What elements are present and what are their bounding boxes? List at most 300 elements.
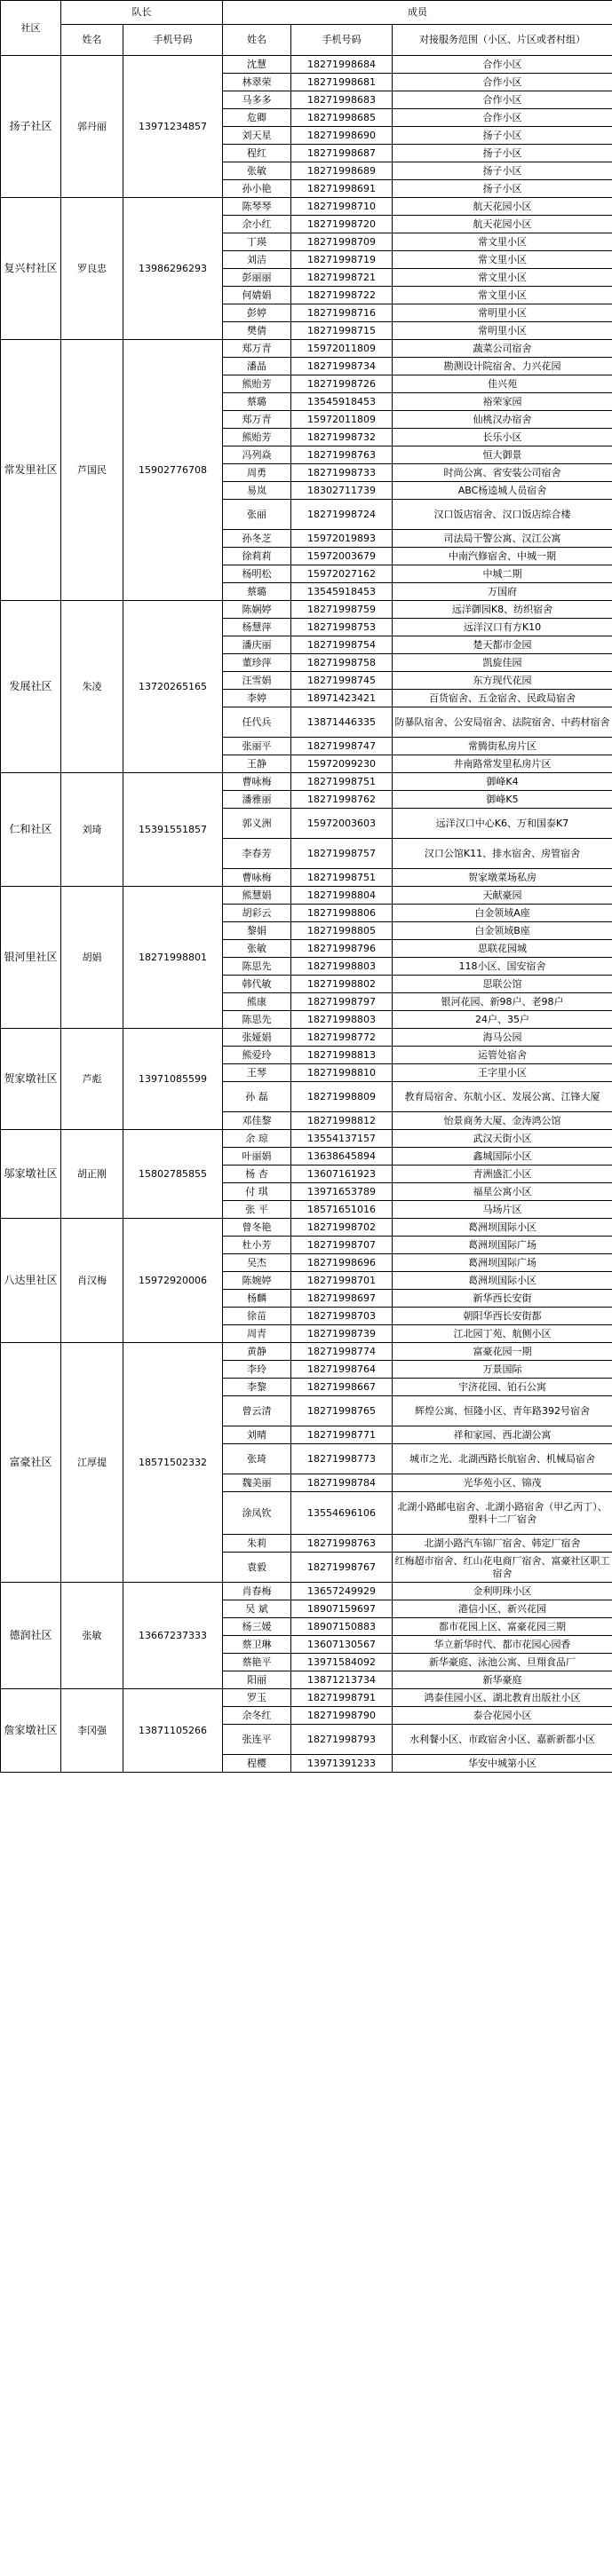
captain-name: 芦彪 [61, 1029, 123, 1130]
member-scope: ABC杨逵城人员宿舍 [393, 482, 612, 500]
community-name: 银河里社区 [1, 887, 61, 1029]
member-phone: 18971423421 [291, 690, 393, 707]
member-name: 冯列焱 [223, 446, 291, 464]
member-scope: 思联花园城 [393, 940, 612, 958]
member-phone: 18271998684 [291, 56, 393, 74]
member-name: 邓佳黎 [223, 1112, 291, 1130]
member-phone: 18271998773 [291, 1444, 393, 1474]
member-phone: 18271998753 [291, 619, 393, 636]
captain-phone: 13986296293 [123, 198, 223, 340]
member-name: 余小红 [223, 216, 291, 233]
member-phone: 13554696106 [291, 1492, 393, 1535]
member-scope: 司法局干警公寓、汉江公寓 [393, 530, 612, 548]
member-phone: 18271998797 [291, 993, 393, 1011]
member-name: 程樱 [223, 1755, 291, 1773]
member-scope: 合作小区 [393, 74, 612, 91]
member-phone: 18302711739 [291, 482, 393, 500]
member-scope: 万景国际 [393, 1361, 612, 1379]
member-phone: 18271998812 [291, 1112, 393, 1130]
member-phone: 18271998810 [291, 1064, 393, 1082]
member-name: 曾冬艳 [223, 1219, 291, 1237]
member-phone: 18271998710 [291, 198, 393, 216]
member-name: 彭婷 [223, 304, 291, 322]
member-scope: 北湖小路邮电宿舍、北湖小路宿舍（甲乙丙丁）、塑料十二厂宿舍 [393, 1492, 612, 1535]
table-row [1, 1583, 612, 1600]
member-name: 郑万青 [223, 340, 291, 358]
header-captain: 队长 [61, 1, 223, 25]
member-name: 陈婉婷 [223, 1272, 291, 1290]
captain-phone: 15802785855 [123, 1130, 223, 1219]
member-name: 涂凤钦 [223, 1492, 291, 1535]
member-phone: 15972019893 [291, 530, 393, 548]
member-scope: 白金领域B座 [393, 922, 612, 940]
member-scope: 扬子小区 [393, 127, 612, 145]
member-phone: 18271998690 [291, 127, 393, 145]
member-scope: 常明里小区 [393, 322, 612, 340]
member-name: 余 琼 [223, 1130, 291, 1148]
member-name: 陈思先 [223, 958, 291, 976]
member-scope: 长乐小区 [393, 429, 612, 446]
member-name: 孙冬芝 [223, 530, 291, 548]
member-phone: 18271998687 [291, 145, 393, 162]
captain-phone: 13871105266 [123, 1689, 223, 1773]
member-name: 李黎 [223, 1379, 291, 1396]
member-phone: 15972011809 [291, 340, 393, 358]
table-row [1, 601, 612, 619]
table-row [1, 1029, 612, 1047]
member-phone: 18271998709 [291, 233, 393, 251]
member-scope: 新华豪庭、泳池公寓、旦翔食品厂 [393, 1654, 612, 1671]
member-scope: 合作小区 [393, 91, 612, 109]
member-name: 熊贻芳 [223, 429, 291, 446]
member-scope: 武汉天街小区 [393, 1130, 612, 1148]
member-scope: 辉煌公寓、恒隆小区、青年路392号宿舍 [393, 1396, 612, 1426]
member-name: 陈琴琴 [223, 198, 291, 216]
member-name: 易岚 [223, 482, 291, 500]
member-name: 朱莉 [223, 1535, 291, 1553]
member-name: 危卿 [223, 109, 291, 127]
captain-name: 郭丹丽 [61, 56, 123, 198]
member-name: 张丽平 [223, 738, 291, 755]
member-scope: 泰合花园小区 [393, 1707, 612, 1725]
member-phone: 13607130567 [291, 1636, 393, 1654]
member-scope: 思联公馆 [393, 976, 612, 993]
member-name: 王琴 [223, 1064, 291, 1082]
member-phone: 18907150883 [291, 1618, 393, 1636]
table-row [1, 1343, 612, 1361]
member-scope: 鸿泰佳园小区、湖北教育出版社小区 [393, 1689, 612, 1707]
member-name: 潘雅丽 [223, 791, 291, 809]
captain-name: 肖汉梅 [61, 1219, 123, 1343]
header-scope: 对接服务范围（小区、片区或者村组） [393, 25, 612, 56]
member-phone: 18271998774 [291, 1343, 393, 1361]
captain-name: 李冈强 [61, 1689, 123, 1773]
member-name: 程红 [223, 145, 291, 162]
captain-name: 刘琦 [61, 773, 123, 887]
captain-name: 芦国民 [61, 340, 123, 601]
member-name: 潘庆丽 [223, 636, 291, 654]
member-phone: 13554137157 [291, 1130, 393, 1148]
member-phone: 18271998758 [291, 654, 393, 672]
member-phone: 15972011809 [291, 411, 393, 429]
community-name: 贺家墩社区 [1, 1029, 61, 1130]
member-phone: 18271998681 [291, 74, 393, 91]
member-phone: 18271998702 [291, 1219, 393, 1237]
member-scope: 合作小区 [393, 109, 612, 127]
member-name: 李婷 [223, 690, 291, 707]
member-phone: 18271998683 [291, 91, 393, 109]
table-row [1, 1219, 612, 1237]
member-phone: 18271998771 [291, 1426, 393, 1444]
member-name: 任代兵 [223, 707, 291, 738]
table-row [1, 56, 612, 74]
member-phone: 18271998734 [291, 358, 393, 375]
member-phone: 18271998813 [291, 1047, 393, 1064]
member-name: 熊贻芳 [223, 375, 291, 393]
member-scope: 马场片区 [393, 1201, 612, 1219]
member-name: 杨 杏 [223, 1166, 291, 1183]
member-phone: 13971653789 [291, 1183, 393, 1201]
member-name: 杨慧萍 [223, 619, 291, 636]
member-scope: 航天花园小区 [393, 216, 612, 233]
member-phone: 18271998722 [291, 287, 393, 304]
member-name: 吴 斌 [223, 1600, 291, 1618]
member-phone: 18271998701 [291, 1272, 393, 1290]
member-name: 周勇 [223, 464, 291, 482]
member-scope: 新华豪庭 [393, 1671, 612, 1689]
captain-phone: 15391551857 [123, 773, 223, 887]
table-row [1, 773, 612, 791]
member-scope: 24户、35户 [393, 1011, 612, 1029]
captain-phone: 18271998801 [123, 887, 223, 1029]
member-phone: 18271998721 [291, 269, 393, 287]
member-phone: 18271998754 [291, 636, 393, 654]
member-phone: 18271998802 [291, 976, 393, 993]
member-name: 张娅娟 [223, 1029, 291, 1047]
member-scope: 东方现代花园 [393, 672, 612, 690]
member-scope: 井南路常发里私房片区 [393, 755, 612, 773]
member-scope: 水利餐小区、市政宿舍小区、嘉新新都小区 [393, 1725, 612, 1755]
member-scope: 常文里小区 [393, 269, 612, 287]
member-phone: 18271998759 [291, 601, 393, 619]
member-name: 吴杰 [223, 1254, 291, 1272]
member-name: 余冬红 [223, 1707, 291, 1725]
member-phone: 18271998685 [291, 109, 393, 127]
captain-phone: 15972920006 [123, 1219, 223, 1343]
captain-name: 张敏 [61, 1583, 123, 1689]
table-row [1, 198, 612, 216]
member-scope: 城市之光、北湖西路长航宿舍、机械局宿舍 [393, 1444, 612, 1474]
member-scope: 勘测设计院宿舍、力兴花园 [393, 358, 612, 375]
member-name: 曾云清 [223, 1396, 291, 1426]
member-phone: 18271998806 [291, 905, 393, 922]
member-name: 魏美丽 [223, 1474, 291, 1492]
member-name: 熊慧娟 [223, 887, 291, 905]
member-scope: 常文里小区 [393, 251, 612, 269]
member-phone: 13657249929 [291, 1583, 393, 1600]
member-phone: 18271998793 [291, 1725, 393, 1755]
member-scope: 航天花园小区 [393, 198, 612, 216]
member-scope: 教育局宿舍、东航小区、发展公寓、江锋大厦 [393, 1082, 612, 1112]
member-name: 曹咏梅 [223, 773, 291, 791]
member-scope: 光华苑小区、锦茂 [393, 1474, 612, 1492]
member-phone: 18271998767 [291, 1553, 393, 1583]
member-scope: 富豪花园一期 [393, 1343, 612, 1361]
member-scope: 葛洲坝国际小区 [393, 1272, 612, 1290]
member-scope: 葛洲坝国际广场 [393, 1254, 612, 1272]
member-name: 黎娟 [223, 922, 291, 940]
captain-phone: 13667237333 [123, 1583, 223, 1689]
member-scope: 天献豪园 [393, 887, 612, 905]
member-scope: 运管处宿舍 [393, 1047, 612, 1064]
member-phone: 15972003679 [291, 548, 393, 565]
header-members: 成员 [223, 1, 612, 25]
member-phone: 18271998809 [291, 1082, 393, 1112]
member-phone: 18271998751 [291, 869, 393, 887]
member-name: 蔡璐 [223, 583, 291, 601]
member-scope: 汉口公馆K11、排水宿舍、房管宿舍 [393, 839, 612, 869]
member-scope: 恒大御景 [393, 446, 612, 464]
captain-name: 罗良忠 [61, 198, 123, 340]
member-phone: 13871446335 [291, 707, 393, 738]
member-phone: 18271998689 [291, 162, 393, 180]
captain-name: 胡娟 [61, 887, 123, 1029]
member-name: 林翠荣 [223, 74, 291, 91]
table-header [1, 1, 612, 56]
captain-phone: 13720265165 [123, 601, 223, 773]
member-scope: 祥和家园、西北湖公寓 [393, 1426, 612, 1444]
member-scope: 118小区、国安宿舍 [393, 958, 612, 976]
captain-name: 胡正刚 [61, 1130, 123, 1219]
member-scope: 时尚公寓、省安装公司宿舍 [393, 464, 612, 482]
member-scope: 佳兴苑 [393, 375, 612, 393]
member-phone: 18271998784 [291, 1474, 393, 1492]
community-name: 德润社区 [1, 1583, 61, 1689]
member-name: 胡彩云 [223, 905, 291, 922]
captain-phone: 13971085599 [123, 1029, 223, 1130]
member-name: 徐莉莉 [223, 548, 291, 565]
member-scope: 王字里小区 [393, 1064, 612, 1082]
member-phone: 18271998803 [291, 958, 393, 976]
member-phone: 18271998724 [291, 500, 393, 530]
member-phone: 15972099230 [291, 755, 393, 773]
member-scope: 福星公寓小区 [393, 1183, 612, 1201]
member-name: 王静 [223, 755, 291, 773]
member-phone: 18271998803 [291, 1011, 393, 1029]
member-scope: 常腾街私房片区 [393, 738, 612, 755]
member-name: 周青 [223, 1325, 291, 1343]
member-scope: 百货宿舍、五金宿舍、民政局宿舍 [393, 690, 612, 707]
member-scope: 扬子小区 [393, 162, 612, 180]
member-scope: 金利明珠小区 [393, 1583, 612, 1600]
member-scope: 仙桃汉办宿舍 [393, 411, 612, 429]
member-phone: 15972003603 [291, 809, 393, 839]
member-phone: 18271998796 [291, 940, 393, 958]
member-name: 蔡艳平 [223, 1654, 291, 1671]
member-scope: 贺家墩菜场私房 [393, 869, 612, 887]
member-scope: 远洋汉口中心K6、万和国泰K7 [393, 809, 612, 839]
member-scope: 裕荣家园 [393, 393, 612, 411]
member-phone: 18571651016 [291, 1201, 393, 1219]
member-phone: 18271998772 [291, 1029, 393, 1047]
member-scope: 葛洲坝国际小区 [393, 1219, 612, 1237]
member-scope: 蔬菜公司宿舍 [393, 340, 612, 358]
member-scope: 凯旋佳园 [393, 654, 612, 672]
member-phone: 18271998715 [291, 322, 393, 340]
member-name: 熊康 [223, 993, 291, 1011]
table-row [1, 887, 612, 905]
table-row [1, 340, 612, 358]
member-name: 杜小芳 [223, 1237, 291, 1254]
member-phone: 18271998703 [291, 1308, 393, 1325]
member-scope: 都市花园上区、富豪花园三期 [393, 1618, 612, 1636]
member-phone: 18271998762 [291, 791, 393, 809]
member-name: 蔡卫琳 [223, 1636, 291, 1654]
member-phone: 13871213734 [291, 1671, 393, 1689]
captain-phone: 13971234857 [123, 56, 223, 198]
header-community: 社区 [1, 1, 61, 56]
member-phone: 18271998805 [291, 922, 393, 940]
member-scope: 扬子小区 [393, 180, 612, 198]
member-scope: 宇济花园、铂石公寓 [393, 1379, 612, 1396]
member-name: 曹咏梅 [223, 869, 291, 887]
member-phone: 18907159697 [291, 1600, 393, 1618]
table-row [1, 1130, 612, 1148]
member-name: 黄静 [223, 1343, 291, 1361]
community-name: 邬家墩社区 [1, 1130, 61, 1219]
member-name: 沈慧 [223, 56, 291, 74]
community-name: 复兴村社区 [1, 198, 61, 340]
member-scope: 鑫城国际小区 [393, 1148, 612, 1166]
member-name: 汪雪娟 [223, 672, 291, 690]
member-phone: 13971584092 [291, 1654, 393, 1671]
header-row-2 [1, 25, 612, 56]
header-member-phone: 手机号码 [291, 25, 393, 56]
member-phone: 18271998804 [291, 887, 393, 905]
member-name: 李玲 [223, 1361, 291, 1379]
member-name: 孙小艳 [223, 180, 291, 198]
member-scope: 远洋御园K8、纺织宿舍 [393, 601, 612, 619]
member-scope: 汉口饭店宿舍、汉口饭店综合楼 [393, 500, 612, 530]
member-name: 刘晴 [223, 1426, 291, 1444]
member-scope: 御峰K4 [393, 773, 612, 791]
member-scope: 合作小区 [393, 56, 612, 74]
member-name: 蔡璐 [223, 393, 291, 411]
community-name: 詹家墩社区 [1, 1689, 61, 1773]
member-name: 张丽 [223, 500, 291, 530]
member-name: 张 平 [223, 1201, 291, 1219]
member-phone: 18271998763 [291, 446, 393, 464]
member-scope: 御峰K5 [393, 791, 612, 809]
member-name: 阳丽 [223, 1671, 291, 1689]
member-name: 张敏 [223, 162, 291, 180]
member-phone: 18271998716 [291, 304, 393, 322]
member-name: 郑万青 [223, 411, 291, 429]
member-name: 张琦 [223, 1444, 291, 1474]
captain-name: 朱凌 [61, 601, 123, 773]
member-scope: 银河花园、新98户、老98户 [393, 993, 612, 1011]
member-name: 彭丽丽 [223, 269, 291, 287]
member-scope: 怡景商务大厦、金涛鸿公馆 [393, 1112, 612, 1130]
member-phone: 18271998747 [291, 738, 393, 755]
member-name: 陈娴婷 [223, 601, 291, 619]
member-phone: 18271998691 [291, 180, 393, 198]
member-phone: 18271998764 [291, 1361, 393, 1379]
member-name: 罗玉 [223, 1689, 291, 1707]
member-name: 董珍萍 [223, 654, 291, 672]
community-name: 扬子社区 [1, 56, 61, 198]
header-captain-phone: 手机号码 [123, 25, 223, 56]
member-name: 徐苗 [223, 1308, 291, 1325]
member-scope: 青洲盛汇小区 [393, 1166, 612, 1183]
header-captain-name: 姓名 [61, 25, 123, 56]
member-scope: 白金领域A座 [393, 905, 612, 922]
member-name: 杨明松 [223, 565, 291, 583]
member-name: 肖春梅 [223, 1583, 291, 1600]
member-phone: 18271998732 [291, 429, 393, 446]
member-scope: 远洋汉口有方K10 [393, 619, 612, 636]
member-scope: 红梅超市宿舍、红山花电商厂宿舍、富豪社区职工宿舍 [393, 1553, 612, 1583]
member-phone: 18271998733 [291, 464, 393, 482]
member-scope: 中南汽修宿舍、中城一期 [393, 548, 612, 565]
captain-name: 江厚提 [61, 1343, 123, 1583]
member-scope: 朝阳华西长安街都 [393, 1308, 612, 1325]
member-phone: 18271998667 [291, 1379, 393, 1396]
member-scope: 万国府 [393, 583, 612, 601]
member-phone: 18271998751 [291, 773, 393, 791]
member-scope: 常明里小区 [393, 304, 612, 322]
member-name: 马多多 [223, 91, 291, 109]
member-scope: 常文里小区 [393, 287, 612, 304]
community-name: 常发里社区 [1, 340, 61, 601]
member-phone: 18271998719 [291, 251, 393, 269]
member-name: 陈思先 [223, 1011, 291, 1029]
member-scope: 江北园丁苑、航侧小区 [393, 1325, 612, 1343]
member-scope: 海马公园 [393, 1029, 612, 1047]
member-scope: 楚天都市金园 [393, 636, 612, 654]
member-phone: 18271998765 [291, 1396, 393, 1426]
member-name: 刘天星 [223, 127, 291, 145]
community-name: 发展社区 [1, 601, 61, 773]
member-name: 李春芳 [223, 839, 291, 869]
member-phone: 18271998696 [291, 1254, 393, 1272]
member-scope: 港信小区、新兴花园 [393, 1600, 612, 1618]
member-scope: 防暴队宿舍、公安局宿舍、法院宿舍、中药材宿舍 [393, 707, 612, 738]
member-phone: 18271998697 [291, 1290, 393, 1308]
member-phone: 18271998745 [291, 672, 393, 690]
member-scope: 常文里小区 [393, 233, 612, 251]
member-name: 张敏 [223, 940, 291, 958]
captain-phone: 15902776708 [123, 340, 223, 601]
member-scope: 北湖小路汽车锦厂宿舍、韩定厂宿舍 [393, 1535, 612, 1553]
member-name: 刘洁 [223, 251, 291, 269]
member-phone: 18271998763 [291, 1535, 393, 1553]
member-name: 叶丽娟 [223, 1148, 291, 1166]
community-name: 仁和社区 [1, 773, 61, 887]
header-row-1 [1, 1, 612, 25]
member-phone: 18271998791 [291, 1689, 393, 1707]
member-phone: 13638645894 [291, 1148, 393, 1166]
member-name: 郭义洲 [223, 809, 291, 839]
member-phone: 18271998720 [291, 216, 393, 233]
member-phone: 18271998790 [291, 1707, 393, 1725]
member-name: 熊爱玲 [223, 1047, 291, 1064]
member-scope: 扬子小区 [393, 145, 612, 162]
member-phone: 13545918453 [291, 393, 393, 411]
table-body [1, 56, 612, 1773]
member-name: 张连平 [223, 1725, 291, 1755]
member-phone: 18271998707 [291, 1237, 393, 1254]
